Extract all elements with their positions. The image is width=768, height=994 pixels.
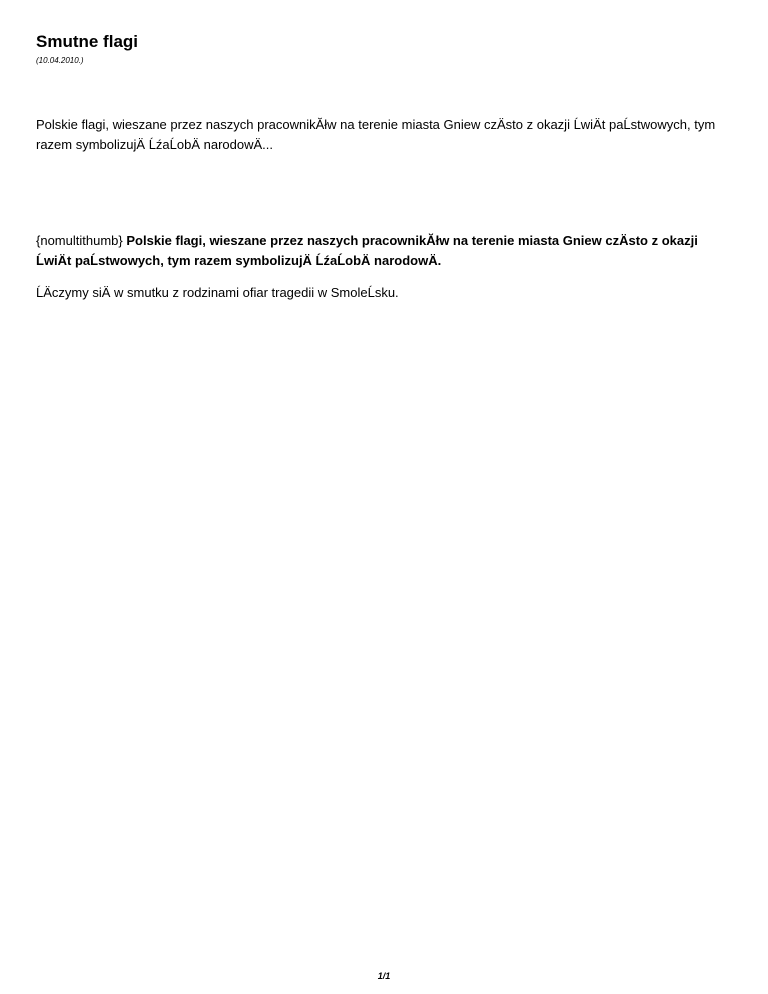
body-paragraph: [36, 231, 736, 271]
condolence-paragraph: ĹÄczymy siÄ w smutku z rodzinami ofiar tragedii w SmoleĹsku.: [36, 285, 399, 300]
page-number: 1/1: [377, 971, 391, 981]
body-bold-text: Polskie flagi, wieszane przez naszych pracownikĂłw na terenie miasta Gniew czÄsto z okazji ĹwiÄt paĹstwowych, tym razem symbolizujÄ ĹźaĹobÄ narodowÄ.: [36, 233, 698, 268]
intro-text: Polskie flagi, wieszane przez naszych pracownikĂłw na terenie miasta Gniew czÄsto z okazji ĹwiÄt paĹstwowych, tym razem symbolizujÄ ĹźaĹobÄ narodowÄ...: [36, 117, 716, 152]
article-date: (10.04.2010.): [36, 56, 84, 65]
body-prefix-tag: {nomultithumb}: [36, 233, 123, 248]
page-title: Smutne flagi: [36, 32, 139, 51]
